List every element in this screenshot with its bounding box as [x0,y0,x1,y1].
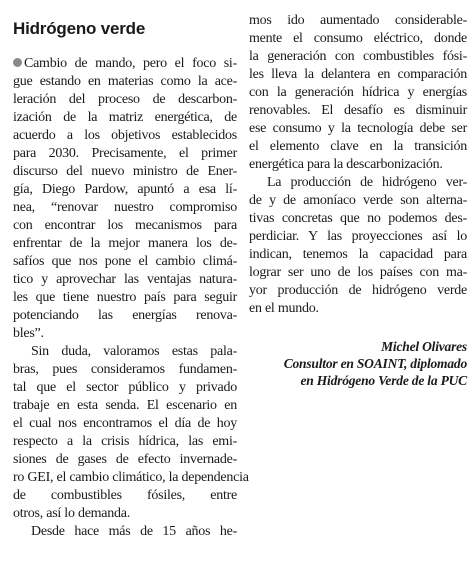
text-line [13,523,237,541]
text-line [249,102,467,120]
text-line-content: La producción de hidrógeno ver- [267,175,467,190]
text-line [13,379,237,397]
text-line-content: leración del proceso de descarbon- [13,92,237,107]
text-line [13,343,237,361]
text-line [13,487,237,505]
text-line-content: siones de gases de efecto invernade- [13,452,237,467]
text-line-content: la generación con combustibles fósi- [249,49,467,64]
text-line-content: nea, “renovar nuestro compromiso [13,200,237,215]
text-line [13,253,237,271]
text-line-content: en el mundo. [249,301,319,316]
text-line [13,235,237,253]
text-line-content: trabaje en esta senda. El escenario en [13,398,237,413]
text-line [13,361,237,379]
text-line [13,415,237,433]
text-line-content: Cambio de mando, pero el foco si- [24,56,237,71]
author-name: Michel Olivares [381,339,467,354]
text-line-content: potenciando las energías renova- [13,308,237,323]
text-line [249,246,467,264]
text-line [13,127,237,145]
text-line [13,217,237,235]
text-line [249,174,467,192]
right-column [249,12,467,566]
text-line [249,264,467,282]
text-line [249,84,467,102]
text-line [249,210,467,228]
text-line-content: discurso del nuevo ministro de Ener- [13,164,237,179]
text-line [13,73,237,91]
text-line-content: safíos que nos pone el cambio climá- [13,254,237,269]
text-line-content: mente el consumo eléctrico, donde [249,31,467,46]
text-line-content: indican, tenemos la capacidad para [249,247,467,262]
text-line-content: mos ido aumentado considerable- [249,13,467,28]
text-line [13,199,237,217]
text-line-content: Sin duda, valoramos estas pala- [31,344,237,359]
text-line-content: les lleva la delantera en comparación [249,67,467,82]
text-line-content: lograr ser uno de los países con ma- [249,265,467,280]
text-line [13,451,237,469]
text-line [249,138,467,156]
text-line [249,120,467,138]
text-line-content: tivas concretas que no podemos des- [249,211,467,226]
left-column [13,55,249,566]
text-line [13,397,237,415]
signature [249,338,467,389]
text-line [13,181,237,199]
text-line-content: otros, así lo demanda. [13,506,130,521]
text-line-content: ese consumo y la tecnología debe ser [249,121,467,136]
text-line-content: ización de la matriz energética, de [13,110,237,125]
text-line [249,156,467,174]
text-line [249,12,467,30]
bullet-icon [13,58,22,67]
text-line [13,505,237,523]
text-line-content: yor producción de hidrógeno verde [249,283,467,298]
text-line-content: acuerdo a los objetivos establecidos [13,128,237,143]
text-line [13,91,237,109]
text-line-content: bles”. [13,326,44,341]
text-line-content: energética para la descarbonización. [249,157,443,172]
text-line-content: Desde hace más de 15 años he- [31,524,237,539]
text-line-content: con encontrar los mecanismos para [13,218,237,233]
text-line-content: de combustibles fósiles, entre [13,488,237,503]
text-line [249,48,467,66]
text-line [13,271,237,289]
text-line [13,55,237,73]
text-line [13,109,237,127]
text-line-content: renovables. El desafío es disminuir [249,103,467,118]
text-line-content: con la generación hídrica y energías [249,85,467,100]
text-line [249,228,467,246]
text-line [13,307,237,325]
text-line-content: bras, pues consideramos fundamen- [13,362,237,377]
text-line-content: ro GEI, el cambio climático, la dependencia [13,470,249,485]
text-line [13,163,237,181]
text-line [13,145,237,163]
text-line [13,325,237,343]
text-line-content: les que tiene nuestro país para seguir [13,290,237,305]
text-line-content: tico y aprovechar las ventajas natura- [13,272,237,287]
article-title: Hidrógeno verde [13,19,146,38]
text-line-content: gue estando en materias como la ace- [13,74,237,89]
text-line-content: gía, Diego Pardow, apuntó a esa lí- [13,182,237,197]
author-credential: en Hidrógeno Verde de la PUC [300,373,467,388]
text-line-content: tal que el sector público y privado [13,380,237,395]
text-line-content: enfrentar de la mejor manera los de- [13,236,237,251]
text-line [13,289,237,307]
text-line-content: el elemento clave en la transición [249,139,467,154]
text-line [13,469,249,487]
text-line-content: el cual nos encontramos el día de hoy [13,416,237,431]
text-line-content: para 2030. Precisamente, el primer [13,146,237,161]
text-line [13,433,237,451]
text-line-content: de y de amoníaco verde son alterna- [249,193,467,208]
text-line [249,300,467,318]
text-line-content: perdiciar. Y las proyecciones así lo [249,229,467,244]
text-line [249,282,467,300]
text-line [249,30,467,48]
text-line [249,66,467,84]
text-line [249,192,467,210]
author-credential: Consultor en SOAINT, diplomado [283,356,467,371]
text-line-content: respecto a la crisis hídrica, las emi- [13,434,237,449]
